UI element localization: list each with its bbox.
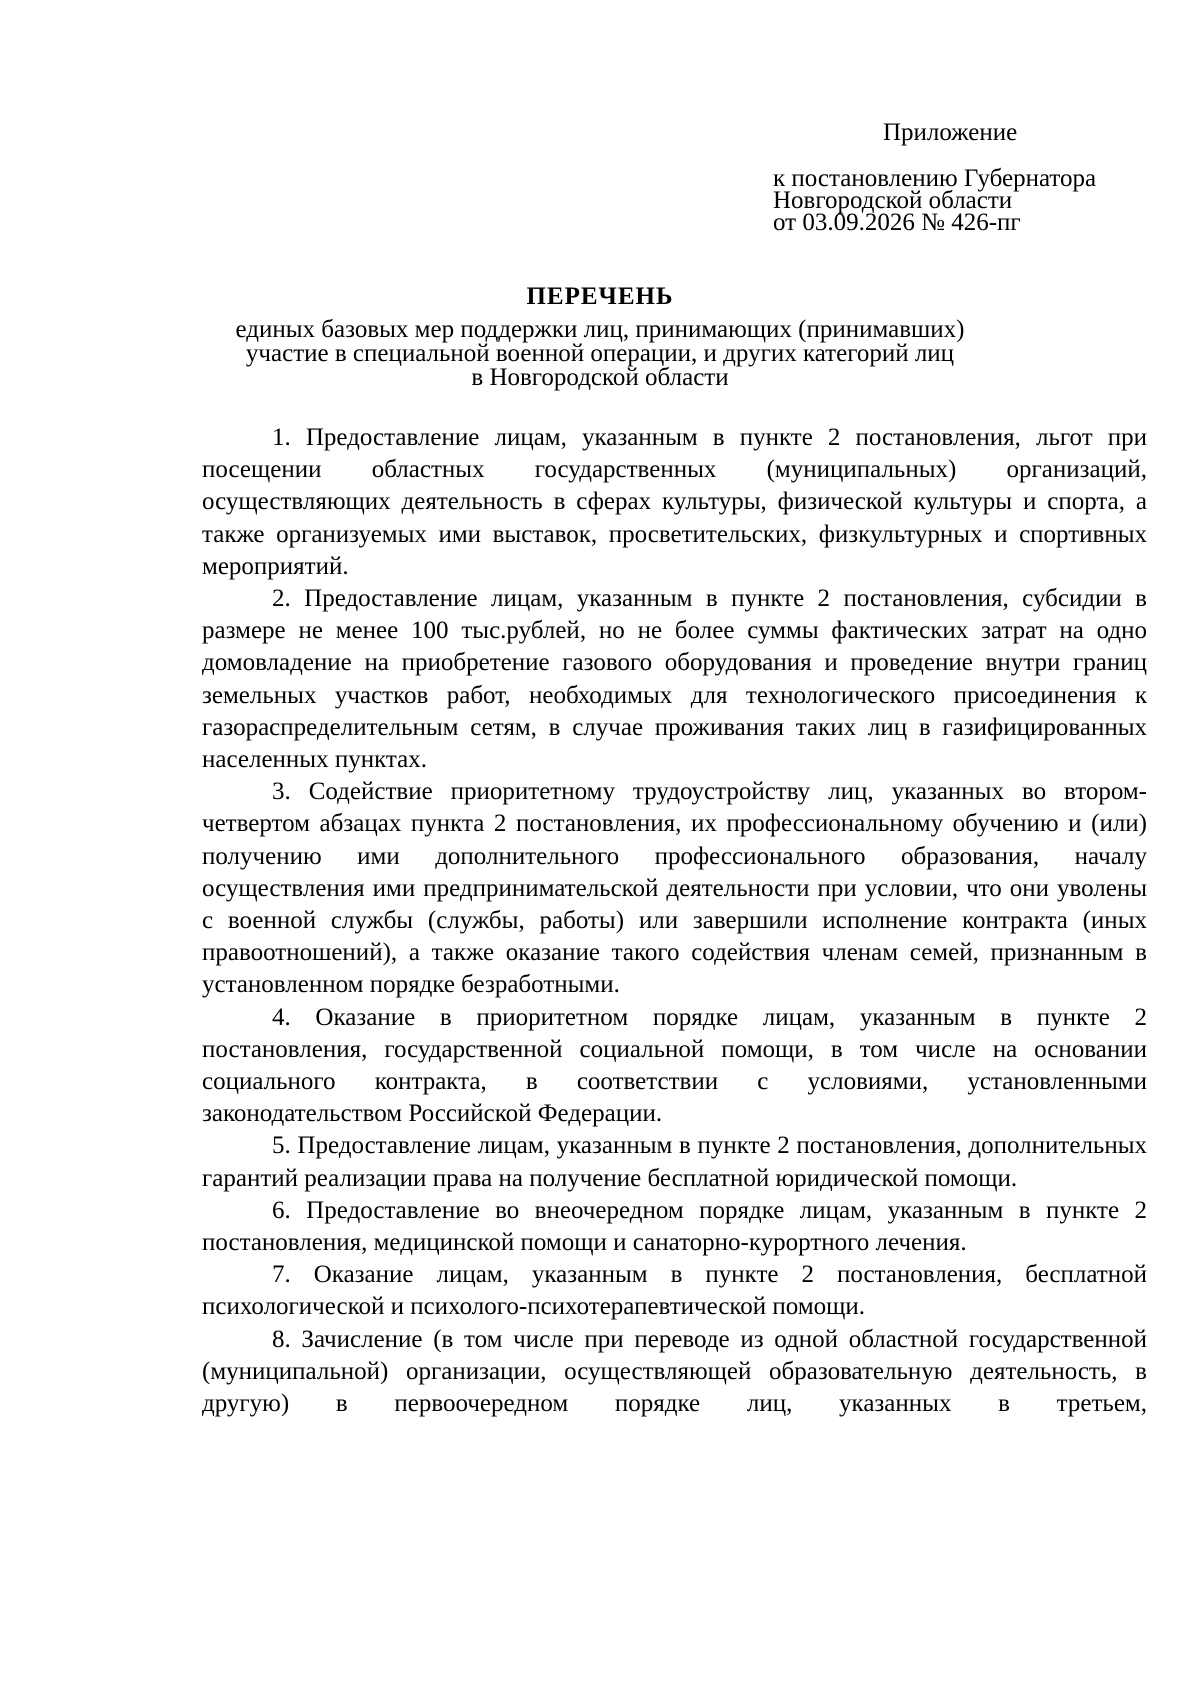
- subtitle-line: в Новгородской области: [471, 364, 729, 391]
- list-item-5: 5. Предоставление лицам, указанным в пункте 2 постановления, дополнительных гарантий реализации права на получение бесплатной юридической помощи.: [202, 1132, 1147, 1192]
- document-title: ПЕРЕЧЕНЬ: [526, 283, 674, 310]
- list-item-1: 1. Предоставление лицам, указанным в пункте 2 постановления, льгот при посещении областных государственных (муниципальных) организаций, осуществляющих деятельность в сферах культуры, физической культуры и спорта, а также организуемых ими выставок, просветительских, физкультурных и спортивных мероприятий.: [202, 424, 1147, 580]
- subtitle-line: единых базовых мер поддержки лиц, принимающих (принимавших): [235, 316, 965, 343]
- list-item-4: 4. Оказание в приоритетном порядке лицам, указанным в пункте 2 постановления, государственной социальной помощи, в том числе на основании социального контракта, в соответствии с условиями, установленными законодательством Российской Федерации.: [202, 1003, 1147, 1128]
- list-item-8: 8. Зачисление (в том числе при переводе из одной областной государственной (муниципальной) организации, осуществляющей образовательную деятельность, в другую) в первоочередном порядке лиц, указанных в третьем,: [202, 1325, 1147, 1418]
- subtitle-line: участие в специальной военной операции, и других категорий лиц: [245, 340, 955, 367]
- list-item-3: 3. Содействие приоритетному трудоустройству лиц, указанных во втором-четвертом абзацах пункта 2 постановления, их профессиональному обучению и (или) получению ими дополнительного профессионального образования, началу осуществления ими предпринимательской деятельности при условии, что они уволены с военной службы (службы, работы) или завершили исполнение контракта (иных правоотношений), а также оказание такого содействия членам семей, признанным в установленном порядке безработными.: [202, 778, 1147, 999]
- document-subtitle: [0, 318, 1200, 390]
- list-item-6: 6. Предоставление во внеочередном порядке лицам, указанным в пункте 2 постановления, медицинской помощи и санаторно-курортного лечения.: [202, 1196, 1147, 1257]
- document-body: [202, 422, 1147, 1420]
- appendix-line-resolution: к постановлению Губернатора: [773, 165, 1097, 192]
- appendix-block: [773, 119, 1173, 236]
- appendix-title: Приложение: [883, 119, 1018, 146]
- list-item-2: 2. Предоставление лицам, указанным в пункте 2 постановления, субсидии в размере не менее 100 тыс.рублей, но не более суммы фактических затрат на одно домовладение на приобретение газового оборудования и проведение внутри границ земельных участков работ, необходимых для технологического присоединения к газораспределительным сетям, в случае проживания таких лиц в газифицированных населенных пунктах.: [202, 585, 1147, 774]
- appendix-line-date-number: от 03.09.2026 № 426-пг: [773, 209, 1021, 236]
- appendix-line-region: Новгородской области: [773, 187, 1013, 214]
- list-item-7: 7. Оказание лицам, указанным в пункте 2 постановления, бесплатной психологической и психолого-психотерапевтической помощи.: [202, 1261, 1147, 1321]
